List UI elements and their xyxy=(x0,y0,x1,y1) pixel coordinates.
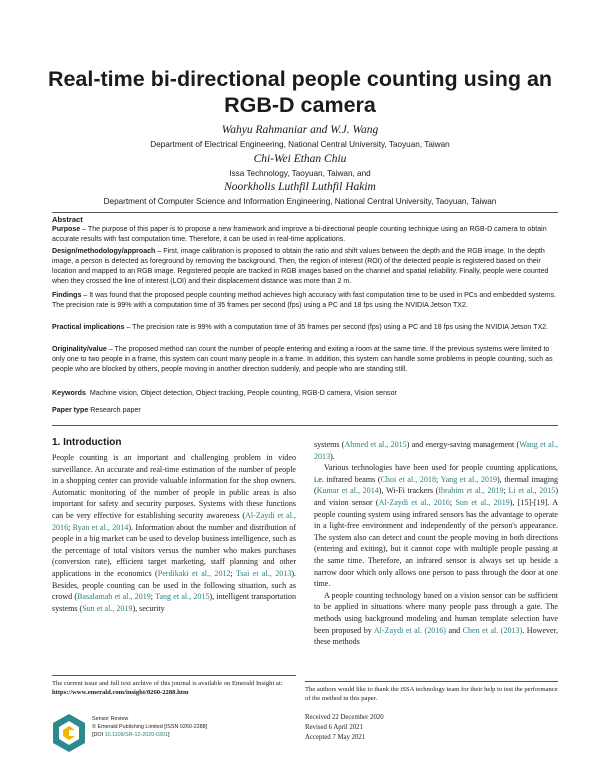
doi-prefix: [DOI xyxy=(92,732,105,738)
purpose-text: – The purpose of this paper is to propose a new framework and improve a bi-directional people counting technique using an RGB-D camera to obtain accurate results with fast computation time. Therefore, it can be used in real-time applications. xyxy=(52,226,547,243)
originality-label: Originality/value xyxy=(52,346,107,353)
abstract-rule xyxy=(52,425,558,426)
intro-text: ). Information about the number and distribution of people in a big market can be used to develop business intelligence, such as the percentage of total visitors versus the number who makes purchases (conversion rate), efficient target marketing, staff planning and other applications in the economics ( xyxy=(52,522,296,578)
archive-url[interactable]: https://www.emerald.com/insight/0260-2288.htm xyxy=(52,689,189,696)
intro-text: ). xyxy=(330,451,335,461)
author-names-1: Wahyu Rahmaniar and W.J. Wang xyxy=(221,124,379,136)
citation-link[interactable]: Choi et al., 2018 xyxy=(380,474,436,484)
journal-name: Sensor Review xyxy=(92,716,129,722)
findings-text: – It was found that the proposed people counting method achieves high accuracy with fast computation time to be used in PCs and embedded systems. The precision rate is 99% with a computation time of 35 frames per second (fps) using a PC and 18 fps using the NVIDIA Jetson TX2. xyxy=(52,292,557,309)
citation-link[interactable]: Perdikaki et al., 2012 xyxy=(157,568,231,578)
emerald-logo-icon xyxy=(52,713,86,753)
citation-link[interactable]: Al-Zaydi et al., 2016 xyxy=(52,510,296,532)
citation-link[interactable]: Li et al., 2015 xyxy=(508,486,556,496)
citation-link[interactable]: Sun et al., 2019 xyxy=(455,497,510,507)
footnote-rule xyxy=(52,675,296,676)
header-rule xyxy=(52,212,558,213)
separator: ; xyxy=(503,486,509,496)
separator: ; xyxy=(435,474,441,484)
practical-text: – The precision rate is 99% with a computation time of 35 frames per second (fps) using a PC and 18 fps using the NVIDIA Jetson TX2. xyxy=(124,324,549,331)
intro-text: ), security xyxy=(132,603,165,613)
abstract-originality xyxy=(52,345,558,375)
purpose-label: Purpose xyxy=(52,226,81,233)
separator: ; xyxy=(230,568,237,578)
journal-doi xyxy=(92,731,207,739)
paper-type-line xyxy=(52,406,141,414)
findings-label: Findings xyxy=(52,292,82,299)
acknowledgement-rule xyxy=(305,681,558,682)
citation-link[interactable]: Ibrahim et al., 2019 xyxy=(438,486,504,496)
abstract-heading: Abstract xyxy=(52,215,83,224)
paper-type-label: Paper type xyxy=(52,406,89,414)
intro-text: ), thermal imaging ( xyxy=(314,474,558,496)
section-heading: 1. Introduction xyxy=(52,437,122,448)
originality-text: – The proposed method can count the number of people entering and exiting a room at the same time. If the previous systems were limited to only one to two people in a frame, this system can count many people in a frame. In addition, this system can handle some problems in people counting, such as people who are blocked by others, people moving in another direction suddenly, and people who are standing still. xyxy=(52,346,553,373)
keywords-line xyxy=(52,389,397,397)
right-column xyxy=(314,439,558,648)
intro-text: People counting is an important and challenging problem in video surveillance. An accurate and real-time estimation of the number of people in a shopping center can provide valuable information for the shop owners. Automatic monitoring of the number of people in public areas is also important for safety and security purposes. Systems with these functions can be very effective for establishing security awareness ( xyxy=(52,453,296,520)
revised-date: Revised 6 April 2021 xyxy=(305,724,363,731)
abstract-practical xyxy=(52,323,558,333)
intro-text: A people counting technology based on a vision sensor can be sufficient to be applied in situations where many people pass through a gate. The methods using background modeling and human template selection have been proposed by xyxy=(314,590,558,635)
separator: ; xyxy=(68,522,73,532)
author-names-3: Noorkholis Luthfil Luthfil Hakim xyxy=(224,181,376,193)
intro-text: ). Besides, people counting can be used in the following situation, such as crowd ( xyxy=(52,568,297,602)
separator: ; xyxy=(449,497,456,507)
citation-link[interactable]: Ryan et al., 2014 xyxy=(72,522,129,532)
citation-link[interactable]: Sun et al., 2019 xyxy=(82,603,133,613)
accepted-date: Accepted 7 May 2021 xyxy=(305,734,366,741)
citation-link[interactable]: Tang et al., 2015 xyxy=(155,592,210,602)
abstract-design xyxy=(52,247,558,287)
journal-publisher: © Emerald Publishing Limited [ISSN 0260-2288] xyxy=(92,724,208,730)
intro-text: ), [15]-[19]. A people counting system using infrared sensors has the advantage to operate in a light-free environment and independently of the person's appearance. The system also can detect and count the people moving in both directions (entering and exiting), but it cannot cope with multiple people passing at the same time. Therefore, an infrared sensor is always set up beside a narrow door which only allows one person to pass through the door at one time. xyxy=(314,497,559,589)
archive-footnote xyxy=(52,679,296,697)
intro-text: and xyxy=(445,625,463,635)
citation-link[interactable]: Tsai et al., 2013 xyxy=(236,568,292,578)
intro-text: ), intelligent transportation systems ( xyxy=(52,592,296,613)
doi-link[interactable]: 10.1108/SR-12-2020-0301 xyxy=(104,732,169,738)
left-column xyxy=(52,452,296,614)
citation-link[interactable]: Al-Zaydi et al. (2016) xyxy=(373,625,446,635)
intro-text: systems ( xyxy=(314,440,345,449)
received-date: Received 22 December 2020 xyxy=(305,714,384,721)
doi-suffix: ] xyxy=(168,732,170,738)
separator: ; xyxy=(150,592,156,602)
journal-info xyxy=(92,715,207,739)
acknowledgement-footnote: The authors would like to thank the iSSA technology team for their help to test the performance of the method in this paper. xyxy=(305,686,558,702)
design-text: – First, image calibration is proposed to obtain the ratio and shift values between the depth and the RGB image. In the depth image, a person is detected as foreground by removing the background. Then, the region of interest (ROI) of the detected people is registered based on their location and mapped to an RGB image. Registered people are tracked in RGB images based on the channel and spatial reliability. Finally, people were counted when they crossed the line of interest (LOI) and their displacement distance was more than 2 m. xyxy=(52,248,549,285)
intro-text: ), Wi-Fi trackers ( xyxy=(378,486,439,496)
practical-label: Practical implications xyxy=(52,324,125,331)
intro-text: ) and energy-saving management ( xyxy=(406,440,520,449)
author-names-2: Chi-Wei Ethan Chiu xyxy=(253,153,347,165)
citation-link[interactable]: Al-Zaydi et al., 2016 xyxy=(378,497,450,507)
author-affiliation-3: Department of Computer Science and Information Engineering, National Central University, Taoyuan, Taiwan xyxy=(103,197,497,206)
author-affiliation-1: Department of Electrical Engineering, National Central University, Taoyuan, Taiwan xyxy=(150,140,450,149)
abstract-findings xyxy=(52,291,558,311)
citation-link[interactable]: Chen et al. (2013) xyxy=(462,625,523,635)
archive-text: The current issue and full text archive of this journal is available on Emerald Insight at: xyxy=(52,680,283,687)
intro-text: . However, these methods xyxy=(314,625,558,647)
intro-text: ) and vision sensor ( xyxy=(314,486,559,507)
citation-link[interactable]: Kumar et al., 2014 xyxy=(316,486,379,496)
abstract-purpose xyxy=(52,225,558,245)
paper-type-text: Research paper xyxy=(90,406,141,414)
paper-title: Real-time bi-directional people counting using an RGB-D camera xyxy=(47,67,553,117)
intro-text: Various technologies have been used for people counting applications, i.e. infrared beams ( xyxy=(314,463,558,484)
keywords-text: Machine vision, Object detection, Object tracking, People counting, RGB-D camera, Vision sensor xyxy=(89,389,397,397)
citation-link[interactable]: Basalamah et al., 2019 xyxy=(77,592,151,602)
keywords-label: Keywords xyxy=(52,389,86,397)
author-affiliation-2: Issa Technology, Taoyuan, Taiwan, and xyxy=(229,169,371,178)
citation-link[interactable]: Wang et al., 2013 xyxy=(314,440,558,461)
citation-link[interactable]: Ahmed et al., 2015 xyxy=(344,440,407,449)
citation-link[interactable]: Yang et al., 2019 xyxy=(440,474,497,484)
design-label: Design/methodology/approach xyxy=(52,248,156,255)
